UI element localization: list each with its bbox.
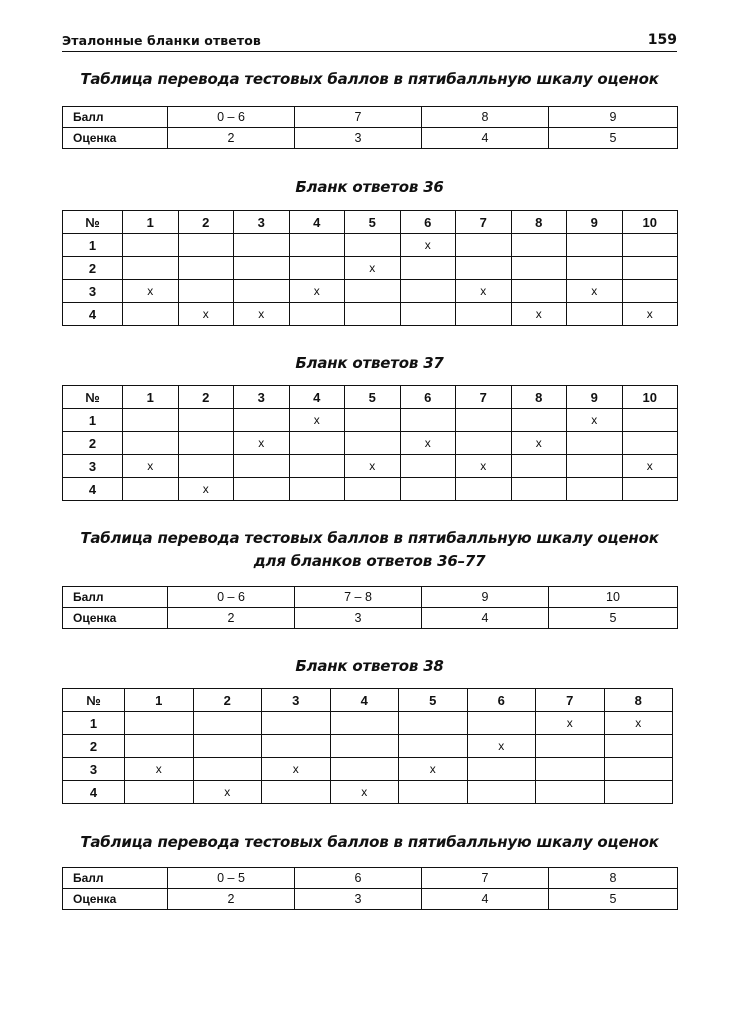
- answer-cell: [262, 735, 331, 758]
- answer-cell: [400, 257, 456, 280]
- answer-cell: [567, 455, 623, 478]
- answer-mark: x: [289, 409, 345, 432]
- running-head: [62, 32, 677, 52]
- column-header: 2: [178, 386, 234, 409]
- answer-cell: [399, 735, 468, 758]
- table-cell: 2: [168, 889, 295, 910]
- column-header: 5: [399, 689, 468, 712]
- answer-cell: [467, 781, 536, 804]
- column-header: 4: [289, 386, 345, 409]
- table-row: [63, 587, 678, 608]
- score-table-title: Таблица перевода тестовых баллов в пятибалльную шкалу оценок: [80, 833, 659, 851]
- answer-cell: [456, 257, 512, 280]
- column-header: 4: [289, 211, 345, 234]
- answer-mark: x: [262, 758, 331, 781]
- answer-cell: [289, 303, 345, 326]
- answer-mark: x: [234, 303, 290, 326]
- column-header: 6: [400, 386, 456, 409]
- answer-cell: [622, 432, 678, 455]
- page-number: 159: [647, 32, 677, 48]
- row-label: Балл: [63, 868, 168, 889]
- answer-mark: x: [234, 432, 290, 455]
- table-cell: 7: [422, 868, 549, 889]
- table-cell: 8: [422, 107, 549, 128]
- column-header: 10: [622, 386, 678, 409]
- answer-cell: [511, 280, 567, 303]
- answer-cell: [456, 234, 512, 257]
- answer-cell: [193, 758, 262, 781]
- score-table-title: Таблица перевода тестовых баллов в пятибалльную шкалу оценок: [80, 529, 659, 547]
- answer-mark: x: [456, 280, 512, 303]
- answer-cell: [467, 758, 536, 781]
- row-number: 2: [63, 432, 123, 455]
- table-header-row: [63, 386, 678, 409]
- answer-mark: x: [399, 758, 468, 781]
- table-cell: 0 – 5: [168, 868, 295, 889]
- answer-cell: [234, 280, 290, 303]
- answer-cell: [178, 280, 234, 303]
- answer-cell: [345, 280, 401, 303]
- answer-cell: [400, 303, 456, 326]
- table-header-row: [63, 211, 678, 234]
- column-header: 2: [193, 689, 262, 712]
- answer-mark: x: [567, 409, 623, 432]
- column-header: 10: [622, 211, 678, 234]
- answer-sheet-title: Бланк ответов 36: [295, 178, 444, 196]
- answer-cell: [456, 478, 512, 501]
- table-cell: 2: [168, 128, 295, 149]
- table-row: [63, 758, 673, 781]
- row-label: Балл: [63, 107, 168, 128]
- table-cell: 5: [549, 889, 678, 910]
- answer-cell: [234, 455, 290, 478]
- row-number: 1: [63, 409, 123, 432]
- answer-cell: [604, 758, 673, 781]
- answer-cell: [456, 432, 512, 455]
- answer-cell: [330, 758, 399, 781]
- table-cell: 3: [295, 608, 422, 629]
- table-cell: 5: [549, 128, 678, 149]
- answer-cell: [536, 758, 605, 781]
- answer-mark: x: [178, 303, 234, 326]
- answer-cell: [511, 234, 567, 257]
- table-cell: 8: [549, 868, 678, 889]
- answer-mark: x: [178, 478, 234, 501]
- number-header: №: [63, 386, 123, 409]
- answer-cell: [125, 735, 194, 758]
- column-header: 6: [400, 211, 456, 234]
- answer-cell: [345, 234, 401, 257]
- answer-cell: [400, 280, 456, 303]
- table-cell: 7 – 8: [295, 587, 422, 608]
- answer-cell: [511, 257, 567, 280]
- answer-cell: [289, 257, 345, 280]
- column-header: 2: [178, 211, 234, 234]
- row-number: 3: [63, 280, 123, 303]
- answer-cell: [178, 409, 234, 432]
- answer-mark: x: [400, 234, 456, 257]
- answer-cell: [399, 712, 468, 735]
- column-header: 1: [123, 211, 179, 234]
- row-number: 4: [63, 303, 123, 326]
- answer-cell: [400, 409, 456, 432]
- answer-cell: [123, 257, 179, 280]
- score-table: [62, 867, 678, 910]
- answer-mark: x: [400, 432, 456, 455]
- answer-cell: [262, 712, 331, 735]
- answer-cell: [178, 234, 234, 257]
- answer-cell: [345, 478, 401, 501]
- answer-sheet-36: [62, 210, 678, 326]
- column-header: 5: [345, 386, 401, 409]
- row-label: Оценка: [63, 889, 168, 910]
- answer-cell: [289, 432, 345, 455]
- table-cell: 5: [549, 608, 678, 629]
- table-cell: 4: [422, 889, 549, 910]
- table-row: [63, 128, 678, 149]
- answer-cell: [400, 455, 456, 478]
- column-header: 8: [511, 386, 567, 409]
- column-header: 5: [345, 211, 401, 234]
- column-header: 3: [234, 386, 290, 409]
- score-table: [62, 106, 678, 149]
- table-cell: 7: [295, 107, 422, 128]
- column-header: 4: [330, 689, 399, 712]
- answer-cell: [193, 735, 262, 758]
- answer-cell: [125, 712, 194, 735]
- answer-cell: [511, 455, 567, 478]
- table-cell: 4: [422, 128, 549, 149]
- table-cell: 0 – 6: [168, 107, 295, 128]
- answer-cell: [511, 409, 567, 432]
- answer-cell: [289, 234, 345, 257]
- answer-cell: [123, 409, 179, 432]
- answer-cell: [400, 478, 456, 501]
- row-number: 4: [63, 478, 123, 501]
- answer-cell: [399, 781, 468, 804]
- answer-cell: [289, 455, 345, 478]
- table-row: [63, 257, 678, 280]
- answer-cell: [604, 781, 673, 804]
- table-cell: 9: [549, 107, 678, 128]
- column-header: 3: [262, 689, 331, 712]
- answer-cell: [234, 234, 290, 257]
- answer-mark: x: [123, 455, 179, 478]
- answer-cell: [178, 432, 234, 455]
- column-header: 7: [456, 211, 512, 234]
- table-cell: 0 – 6: [168, 587, 295, 608]
- answer-sheet-title: Бланк ответов 38: [295, 657, 444, 675]
- row-number: 2: [63, 257, 123, 280]
- answer-cell: [567, 234, 623, 257]
- answer-cell: [125, 781, 194, 804]
- answer-cell: [234, 478, 290, 501]
- answer-sheet-37: [62, 385, 678, 501]
- answer-cell: [345, 303, 401, 326]
- score-table: [62, 586, 678, 629]
- table-row: [63, 781, 673, 804]
- number-header: №: [63, 689, 125, 712]
- row-label: Оценка: [63, 608, 168, 629]
- answer-cell: [123, 303, 179, 326]
- answer-mark: x: [622, 455, 678, 478]
- column-header: 7: [456, 386, 512, 409]
- table-row: [63, 107, 678, 128]
- answer-cell: [178, 455, 234, 478]
- answer-cell: [456, 409, 512, 432]
- number-header: №: [63, 211, 123, 234]
- row-number: 3: [63, 758, 125, 781]
- table-row: [63, 409, 678, 432]
- answer-cell: [567, 432, 623, 455]
- answer-cell: [456, 303, 512, 326]
- table-row: [63, 234, 678, 257]
- answer-cell: [622, 280, 678, 303]
- answer-cell: [536, 735, 605, 758]
- answer-cell: [234, 257, 290, 280]
- answer-cell: [567, 257, 623, 280]
- row-label: Балл: [63, 587, 168, 608]
- answer-mark: x: [511, 303, 567, 326]
- answer-cell: [262, 781, 331, 804]
- answer-mark: x: [536, 712, 605, 735]
- answer-mark: x: [456, 455, 512, 478]
- answer-cell: [536, 781, 605, 804]
- answer-mark: x: [193, 781, 262, 804]
- answer-cell: [330, 712, 399, 735]
- answer-cell: [123, 432, 179, 455]
- answer-mark: x: [125, 758, 194, 781]
- table-cell: 9: [422, 587, 549, 608]
- row-number: 3: [63, 455, 123, 478]
- answer-cell: [622, 257, 678, 280]
- answer-cell: [622, 409, 678, 432]
- table-cell: 4: [422, 608, 549, 629]
- answer-cell: [234, 409, 290, 432]
- answer-cell: [123, 478, 179, 501]
- column-header: 1: [125, 689, 194, 712]
- row-number: 2: [63, 735, 125, 758]
- column-header: 8: [604, 689, 673, 712]
- table-cell: 6: [295, 868, 422, 889]
- table-row: [63, 889, 678, 910]
- table-header-row: [63, 689, 673, 712]
- table-row: [63, 712, 673, 735]
- answer-mark: x: [123, 280, 179, 303]
- answer-mark: x: [604, 712, 673, 735]
- table-cell: 10: [549, 587, 678, 608]
- answer-cell: [330, 735, 399, 758]
- answer-mark: x: [567, 280, 623, 303]
- table-row: [63, 868, 678, 889]
- table-row: [63, 455, 678, 478]
- column-header: 9: [567, 386, 623, 409]
- column-header: 7: [536, 689, 605, 712]
- answer-cell: [467, 712, 536, 735]
- answer-cell: [622, 234, 678, 257]
- answer-mark: x: [467, 735, 536, 758]
- answer-cell: [123, 234, 179, 257]
- answer-cell: [567, 303, 623, 326]
- answer-cell: [622, 478, 678, 501]
- column-header: 8: [511, 211, 567, 234]
- score-table-subtitle: для бланков ответов 36–77: [253, 552, 486, 570]
- running-head-title: Эталонные бланки ответов: [62, 33, 261, 48]
- answer-mark: x: [345, 257, 401, 280]
- answer-cell: [345, 409, 401, 432]
- table-row: [63, 608, 678, 629]
- answer-sheet-38: [62, 688, 673, 804]
- answer-mark: x: [622, 303, 678, 326]
- row-number: 1: [63, 234, 123, 257]
- column-header: 3: [234, 211, 290, 234]
- answer-mark: x: [511, 432, 567, 455]
- answer-cell: [289, 478, 345, 501]
- answer-mark: x: [330, 781, 399, 804]
- table-row: [63, 303, 678, 326]
- column-header: 6: [467, 689, 536, 712]
- table-row: [63, 478, 678, 501]
- table-cell: 3: [295, 889, 422, 910]
- row-number: 1: [63, 712, 125, 735]
- answer-cell: [567, 478, 623, 501]
- table-row: [63, 432, 678, 455]
- answer-cell: [604, 735, 673, 758]
- answer-cell: [193, 712, 262, 735]
- row-label: Оценка: [63, 128, 168, 149]
- answer-cell: [345, 432, 401, 455]
- score-table-title: Таблица перевода тестовых баллов в пятибалльную шкалу оценок: [80, 70, 659, 88]
- answer-mark: x: [345, 455, 401, 478]
- answer-cell: [178, 257, 234, 280]
- column-header: 9: [567, 211, 623, 234]
- answer-cell: [511, 478, 567, 501]
- answer-sheet-title: Бланк ответов 37: [295, 354, 444, 372]
- table-row: [63, 735, 673, 758]
- table-cell: 3: [295, 128, 422, 149]
- table-row: [63, 280, 678, 303]
- table-cell: 2: [168, 608, 295, 629]
- answer-mark: x: [289, 280, 345, 303]
- row-number: 4: [63, 781, 125, 804]
- column-header: 1: [123, 386, 179, 409]
